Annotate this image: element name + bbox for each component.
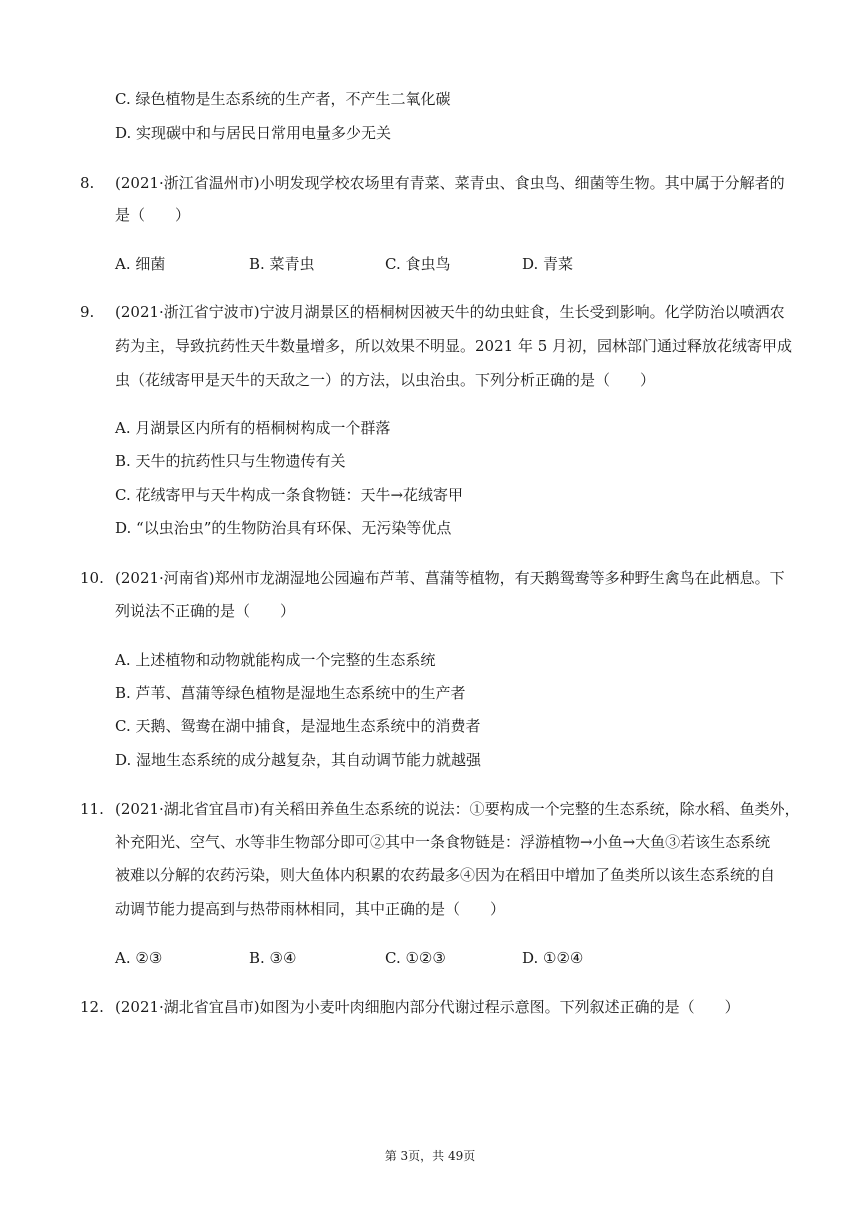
- option-d: D. 湿地生态系统的成分越复杂，其自动调节能力就越强: [115, 751, 482, 769]
- question-number: 12.: [80, 998, 104, 1016]
- option-d: D. ①②④: [522, 949, 584, 967]
- question-number: 11.: [80, 800, 104, 818]
- question-text-line: (2021·浙江省宁波市)宁波月湖景区的梧桐树因被天牛的幼虫蛀食，生长受到影响。化学防治以喷洒农: [115, 303, 785, 321]
- option-d: D. 实现碳中和与居民日常用电量多少无关: [115, 124, 392, 142]
- option-b: B. 菜青虫: [249, 255, 315, 273]
- option-row: [115, 948, 775, 968]
- option-b: B. ③④: [249, 949, 297, 967]
- question-text-line: 补充阳光、空气、水等非生物部分即可②其中一条食物链是：浮游植物→小鱼→大鱼③若该生态系统: [115, 833, 771, 851]
- question-text-line: 是（ ）: [115, 206, 191, 224]
- question-text-line: 被难以分解的农药污染，则大鱼体内积累的农药最多④因为在稻田中增加了鱼类所以该生态系统的自: [115, 866, 776, 884]
- option-a: A. ②③: [115, 949, 163, 967]
- option-c: C. 绿色植物是生态系统的生产者，不产生二氧化碳: [115, 90, 451, 108]
- question-text-line: 药为主，导致抗药性天牛数量增多，所以效果不明显。2021 年 5 月初，园林部门通过释放花绒寄甲成: [115, 337, 793, 355]
- option-d: D. 青菜: [522, 255, 574, 273]
- question-text-line: 列说法不正确的是（ ）: [115, 602, 296, 620]
- question-text-line: (2021·浙江省温州市)小明发现学校农场里有青菜、菜青虫、食虫鸟、细菌等生物。其中属于分解者的: [115, 174, 785, 192]
- option-row: [115, 254, 775, 274]
- question-number: 8.: [80, 174, 95, 192]
- question-number: 9.: [80, 303, 95, 321]
- question-text-line: (2021·河南省)郑州市龙湖湿地公园遍布芦苇、菖蒲等植物，有天鹅鸳鸯等多种野生禽鸟在此栖息。下: [115, 569, 785, 587]
- question-text-line: 虫（花绒寄甲是天牛的天敌之一）的方法，以虫治虫。下列分析正确的是（ ）: [115, 371, 656, 389]
- option-d: D. “以虫治虫”的生物防治具有环保、无污染等优点: [115, 519, 452, 537]
- option-a: A. 细菌: [115, 255, 166, 273]
- option-c: C. 天鹅、鸳鸯在湖中捕食，是湿地生态系统中的消费者: [115, 717, 481, 735]
- option-b: B. 天牛的抗药性只与生物遗传有关: [115, 452, 346, 470]
- question-number: 10.: [80, 569, 104, 587]
- option-a: A. 月湖景区内所有的梧桐树构成一个群落: [115, 419, 391, 437]
- page-footer: 第 3页，共 49页: [384, 1149, 476, 1163]
- question-text-line: 动调节能力提高到与热带雨林相同，其中正确的是（ ）: [115, 900, 506, 918]
- question-text-line: (2021·湖北省宜昌市)有关稻田养鱼生态系统的说法：①要构成一个完整的生态系统，除水稻、鱼类外，: [115, 800, 800, 818]
- option-a: A. 上述植物和动物就能构成一个完整的生态系统: [115, 651, 436, 669]
- option-c: C. 花绒寄甲与天牛构成一条食物链：天牛→花绒寄甲: [115, 486, 464, 504]
- option-c: C. 食虫鸟: [385, 255, 451, 273]
- option-b: B. 芦苇、菖蒲等绿色植物是湿地生态系统中的生产者: [115, 684, 466, 702]
- question-text-line: (2021·湖北省宜昌市)如图为小麦叶肉细胞内部分代谢过程示意图。下列叙述正确的是（ ）: [115, 998, 740, 1016]
- option-c: C. ①②③: [385, 949, 446, 967]
